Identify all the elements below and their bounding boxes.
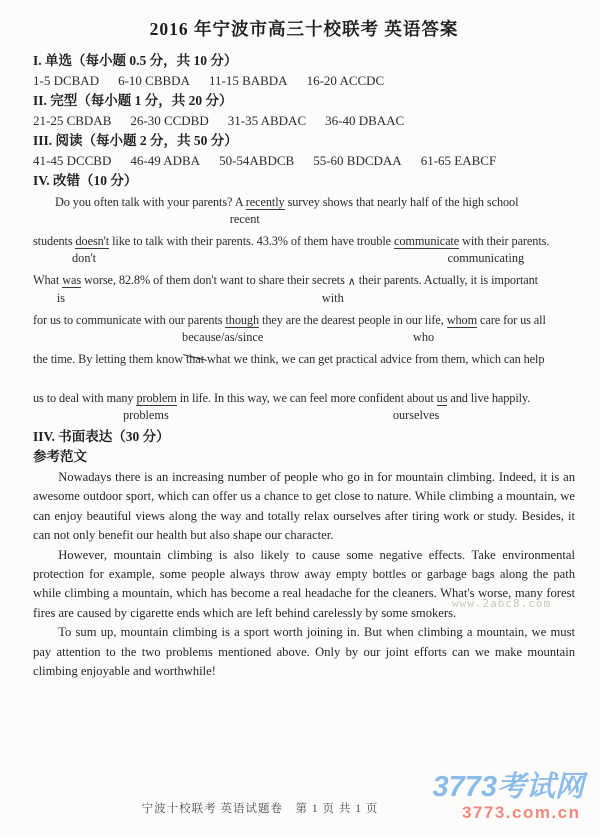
correction-text: worse, 82.8% of them don't want to share their secrets <box>81 273 348 287</box>
correction-text: care for us all <box>477 313 546 327</box>
correction-text: and live happily. <box>447 391 531 405</box>
section-heading: III. 阅读（每小题 2 分，共 50 分） <box>33 133 238 148</box>
model-essay-label: 参考范文 <box>33 449 87 464</box>
answer-key-line <box>33 151 575 171</box>
section-heading: I. 单选（每小题 0.5 分，共 10 分） <box>33 53 238 68</box>
marked-word: was <box>62 273 82 287</box>
marked-word: though <box>225 313 260 327</box>
answer-group: 1-5 DCBAD <box>33 73 100 88</box>
marked-word: that <box>186 349 204 369</box>
document-content <box>33 0 575 681</box>
correction-answer: ourselves <box>392 408 440 422</box>
essay-paragraph: To sum up, mountain climbing is a sport worth joining in. But when climbing a mountain, we must pay attention to the two problems mentioned above. Only by our joint efforts can we make mountain climbing enjoyable and worthwhile! <box>33 625 575 679</box>
answer-group: 21-25 CBDAB <box>33 113 112 128</box>
correction-text: for us to communicate with our parents <box>33 313 226 327</box>
correction-text: like to talk with their parents. 43.3% of them have trouble <box>109 234 394 248</box>
section-heading: IV. 改错（10 分） <box>33 173 138 188</box>
correction-text: us to deal with many <box>33 391 137 405</box>
answer-group: 61-65 EABCF <box>420 153 497 168</box>
marked-word: whom <box>446 313 478 327</box>
essay-paragraph: Nowadays there is an increasing number of people who go in for mountain climbing. Indeed, it is an awesome outdoor sport, which can offer us a chance to get close to nature. While climbing a mountain, we can enjoy beautiful views along the way and totally relax ourselves after tiring work or study. Besides, it can not only benefit our health but also shape our character. <box>33 470 575 543</box>
correction-line <box>33 231 575 251</box>
answer-group: 36-40 DBAAC <box>325 113 405 128</box>
correction-text: students <box>33 234 76 248</box>
answer-group: 31-35 ABDAC <box>227 113 307 128</box>
correction-answer: with <box>321 291 344 305</box>
answer-group: 6-10 CBBDA <box>118 73 190 88</box>
correction-text: they are the dearest people in our life, <box>259 313 447 327</box>
correction-answer: is <box>56 291 66 305</box>
correction-text: survey shows that nearly half of the high school <box>284 195 519 209</box>
section-heading: IIV. 书面表达（30 分） <box>33 429 170 444</box>
correction-text: What <box>33 273 63 287</box>
page-title: 2016 年宁波市高三十校联考 英语答案 <box>149 19 459 39</box>
answer-key-line <box>33 111 575 131</box>
essay-paragraph: However, mountain climbing is also likely to cause some negative effects. Take environmental protection for example, some people always throw away empty bottles or garbage bags along the path while climbing a mountain, which has become a real headache for the cleaners. What's worse, many forest fires are caused by cigarette ends which are left behind carelessly by some smokers. <box>33 547 575 620</box>
correction-text: Do you often talk with your parents? A <box>55 195 246 209</box>
marked-word: doesn't <box>75 234 110 248</box>
answer-group: 11-15 BABDA <box>208 73 288 88</box>
correction-line <box>33 388 575 408</box>
correction-answer: recent <box>229 212 260 226</box>
section-single-choice <box>33 51 575 91</box>
correction-text: what we think, we can get practical advice from them, which can help <box>204 352 545 366</box>
correction-line <box>33 270 575 291</box>
correction-answer-row <box>33 369 575 388</box>
correction-line <box>33 349 575 369</box>
answer-group: 26-30 CCDBD <box>130 113 209 128</box>
model-essay <box>33 468 575 681</box>
footer-page-info: 宁波十校联考 英语试题卷 第 1 页 共 1 页 <box>141 803 379 815</box>
section-heading: II. 完型（每小题 1 分，共 20 分） <box>33 93 233 108</box>
marked-word: us <box>436 391 448 405</box>
answer-group: 50-54ABDCB <box>219 153 295 168</box>
correction-answer-row <box>33 408 575 427</box>
answer-group: 41-45 DCCBD <box>33 153 112 168</box>
correction-answer-row <box>33 212 575 231</box>
marked-word: ∧ <box>347 276 356 288</box>
correction-answer: problems <box>122 408 169 422</box>
correction-answer: because/as/since <box>182 330 264 344</box>
correction-answer: communicating <box>447 251 525 265</box>
correction-text: their parents. Actually, it is important <box>355 273 538 287</box>
correction-answer: don't <box>72 251 97 265</box>
site-logo <box>432 773 584 821</box>
answer-group: 55-60 BDCDAA <box>313 153 402 168</box>
error-correction-block <box>33 192 575 427</box>
section-cloze <box>33 91 575 131</box>
section-writing <box>33 427 575 681</box>
section-reading <box>33 131 575 171</box>
watermark-text: www.2abc8.com <box>452 597 552 610</box>
section-error-correction <box>33 171 575 427</box>
marked-word: problem <box>136 391 177 405</box>
marked-word: communicate <box>393 234 460 248</box>
correction-line <box>33 192 575 212</box>
correction-text: with their parents. <box>459 234 550 248</box>
correction-answer: who <box>412 330 435 344</box>
site-logo-url: 3773.com.cn <box>461 803 581 822</box>
correction-line <box>33 310 575 330</box>
marked-word: recently <box>245 195 285 209</box>
answer-group: 16-20 ACCDC <box>306 73 385 88</box>
answer-group: 46-49 ADBA <box>130 153 201 168</box>
correction-answer-row <box>33 251 575 270</box>
correction-text: in life. In this way, we can feel more confident about <box>176 391 437 405</box>
site-logo-name: 3773考试网 <box>432 771 584 803</box>
correction-text: the time. By letting them know <box>33 352 186 366</box>
correction-answer-row <box>33 291 575 310</box>
correction-answer-row <box>33 330 575 349</box>
answer-key-line <box>33 71 575 91</box>
